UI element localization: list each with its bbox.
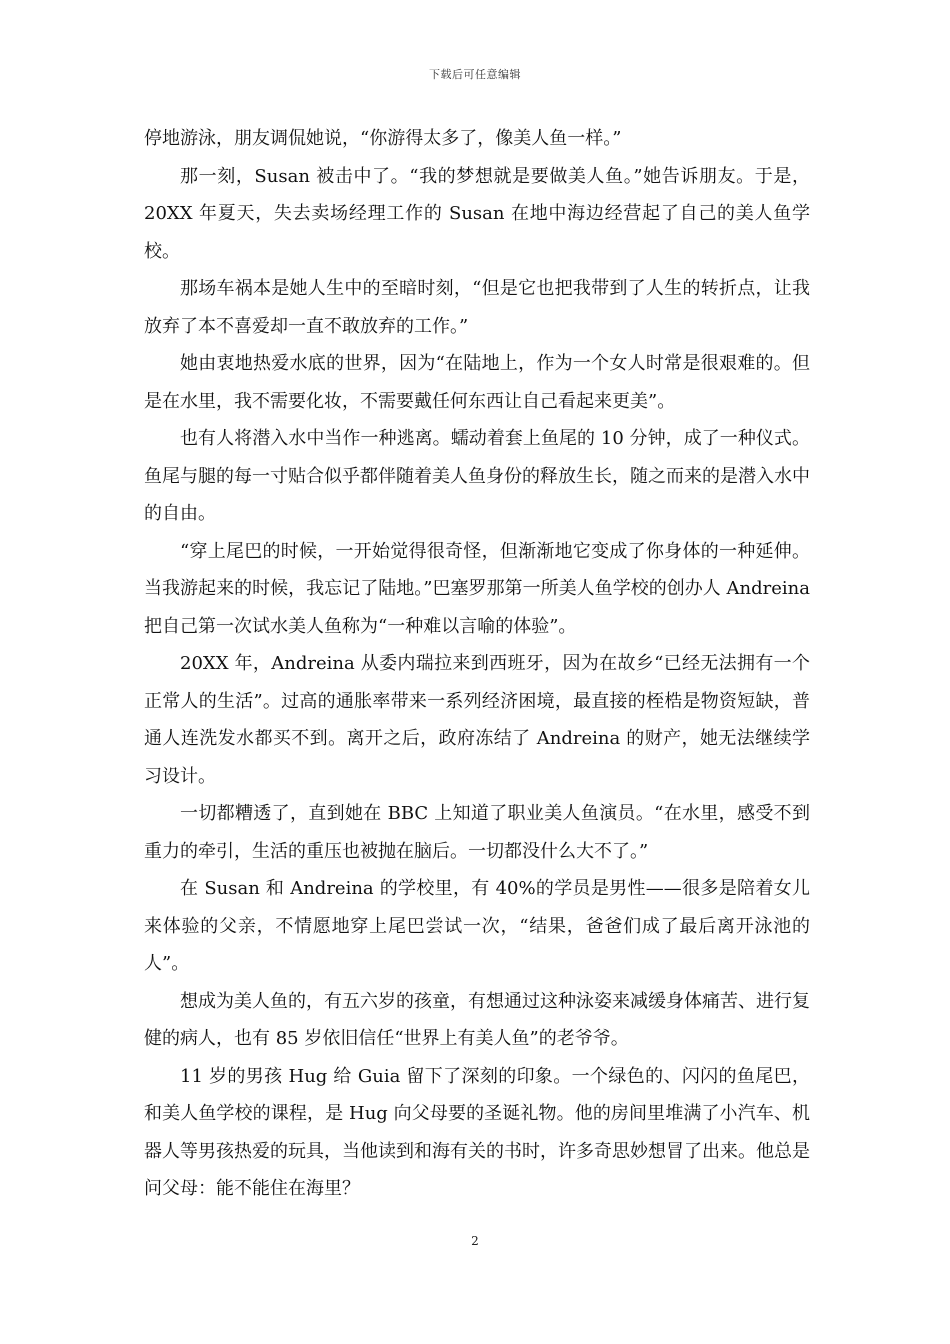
page-number: 2 xyxy=(471,1234,479,1248)
paragraph: 11 岁的男孩 Hug 给 Guia 留下了深刻的印象。一个绿色的、闪闪的鱼尾巴，和美人鱼学校的课程，是 Hug 向父母要的圣诞礼物。他的房间里堆满了小汽车、机器人等男孩热爱的玩具，当他读到和海有关的书时，许多奇思妙想冒了出来。他总是问父母：能不能住在海里？ xyxy=(144,1065,810,1199)
paragraph: 在 Susan 和 Andreina 的学校里，有 40%的学员是男性——很多是陪着女儿来体验的父亲，不情愿地穿上尾巴尝试一次，“结果，爸爸们成了最后离开泳池的人”。 xyxy=(144,878,810,974)
paragraph: “穿上尾巴的时候，一开始觉得很奇怪，但渐渐地它变成了你身体的一种延伸。当我游起来的时候，我忘记了陆地。”巴塞罗那第一所美人鱼学校的创办人 Andreina 把自己第一次试水美人鱼称为“一种难以言喻的体验”。 xyxy=(144,540,810,637)
paragraph: 也有人将潜入水中当作一种逃离。蠕动着套上鱼尾的 10 分钟，成了一种仪式。鱼尾与腿的每一寸贴合似乎都伴随着美人鱼身份的释放生长，随之而来的是潜入水中的自由。 xyxy=(144,428,810,524)
paragraph: 那一刻，Susan 被击中了。“我的梦想就是要做美人鱼。”她告诉朋友。于是，20XX 年夏天，失去卖场经理工作的 Susan 在地中海边经营起了自己的美人鱼学校。 xyxy=(144,165,810,262)
article-body xyxy=(144,120,810,1208)
paragraph: 那场车祸本是她人生中的至暗时刻，“但是它也把我带到了人生的转折点，让我放弃了本不喜爱却一直不敢放弃的工作。” xyxy=(144,278,810,337)
page-header: 下载后可任意编辑 xyxy=(429,68,521,81)
paragraph: 想成为美人鱼的，有五六岁的孩童，有想通过这种泳姿来减缓身体痛苦、进行复健的病人，也有 85 岁依旧信任“世界上有美人鱼”的老爷爷。 xyxy=(144,990,810,1049)
paragraph: 她由衷地热爱水底的世界，因为“在陆地上，作为一个女人时常是很艰难的。但是在水里，我不需要化妆，不需要戴任何东西让自己看起来更美”。 xyxy=(144,353,810,412)
paragraph: 20XX 年，Andreina 从委内瑞拉来到西班牙，因为在故乡“已经无法拥有一个正常人的生活”。过高的通胀率带来一系列经济困境，最直接的桎梏是物资短缺，普通人连洗发水都买不到。离开之后，政府冻结了 Andreina 的财产，她无法继续学习设计。 xyxy=(144,653,810,787)
paragraph-continuation: 停地游泳，朋友调侃她说，“你游得太多了，像美人鱼一样。” xyxy=(144,128,622,149)
paragraph: 一切都糟透了，直到她在 BBC 上知道了职业美人鱼演员。“在水里，感受不到重力的牵引，生活的重压也被抛在脑后。一切都没什么大不了。” xyxy=(144,803,810,862)
